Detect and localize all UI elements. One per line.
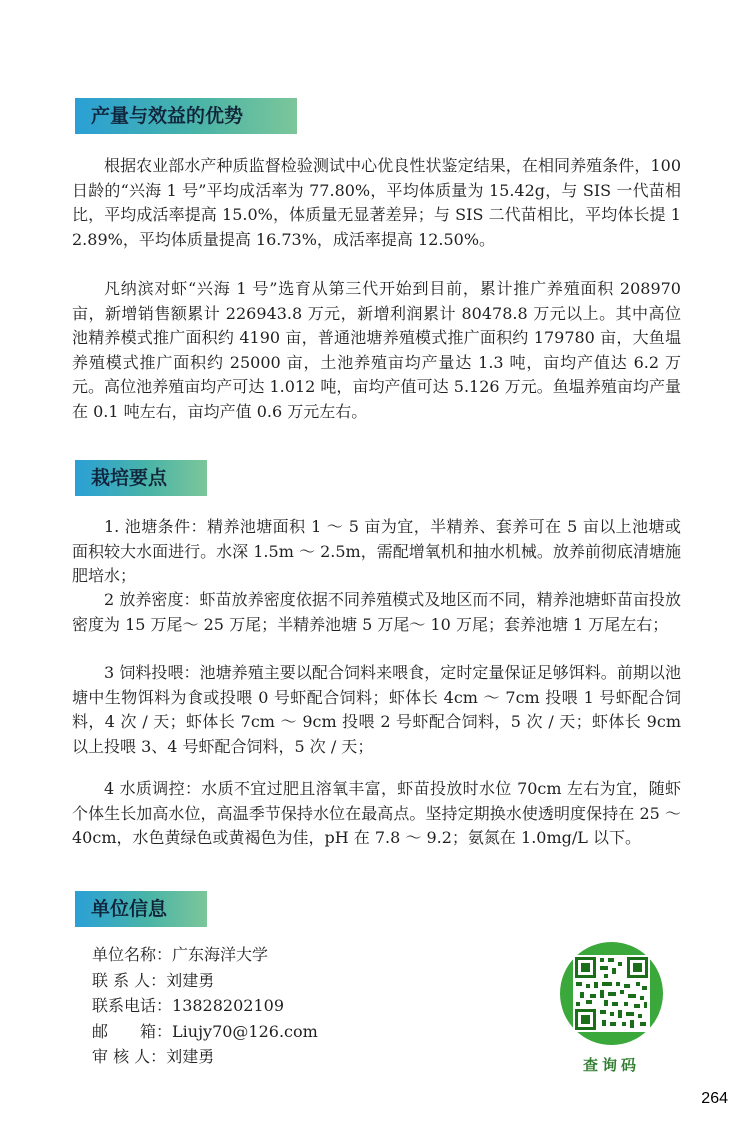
advantage-paragraph-2: 凡纳滨对虾“兴海 1 号”选育从第三代开始到目前，累计推广养殖面积 208970 亩，新增销售额累计 226943.8 万元，新增利润累计 80478.8 万元以上。其中高位池精养模式推广面积约 4190 亩，普通池塘养殖模式推广面积约 179780 亩，大鱼塭养殖模式推广面积约 25000 亩，土池养殖亩均产量达 1.3 吨，亩均产值达 6.2 万元。高位池养殖亩均产可达 1.012 吨，亩均产值可达 5.126 万元。鱼塭养殖亩均产量在 0.1 吨左右，亩均产值 0.6 万元左右。 (72, 279, 681, 421)
qr-code-svg (573, 955, 650, 1032)
advantage-paragraph-1: 根据农业部水产种质监督检验测试中心优良性状鉴定结果，在相同养殖条件，100 日龄的“兴海 1 号”平均成活率为 77.80%，平均体质量为 15.42g，与 SIS 一代苗相比，平均成活率提高 15.0%，体质量无显著差异；与 SIS 二代苗相比，平均体长提 12.89%，平均体质量提高 16.73%，成活率提高 12.50%。 (72, 156, 681, 249)
cultivation-item-2: 2 放养密度：虾苗放养密度依据不同养殖模式及地区而不同，精养池塘虾苗亩投放密度为 15 万尾～ 25 万尾；半精养池塘 5 万尾～ 10 万尾；套养池塘 1 万尾左右； (72, 590, 681, 634)
unit-info-list (92, 942, 522, 1070)
section-title-advantage: 产量与效益的优势 (75, 98, 297, 134)
info-label: 联系电话： (92, 996, 173, 1015)
info-row-email (92, 1019, 522, 1045)
info-row-unit-name (92, 942, 522, 968)
info-value: 刘建勇 (166, 1047, 215, 1066)
cultivation-item-4: 4 水质调控：水质不宜过肥且溶氧丰富，虾苗投放时水位 70cm 左右为宜，随虾个体生长加高水位，高温季节保持水位在最高点。坚持定期换水使透明度保持在 25 ～ 40cm，水色黄绿色或黄褐色为佳，pH 在 7.8 ～ 9.2；氨氮在 1.0mg/L 以下。 (72, 779, 681, 847)
qr-code-pattern (573, 955, 650, 1032)
info-row-contact (92, 968, 522, 994)
info-row-reviewer (92, 1044, 522, 1070)
info-value: 广东海洋大学 (172, 945, 269, 964)
info-value: 13828202109 (172, 996, 284, 1015)
qr-code[interactable] (560, 942, 663, 1045)
section-title-unit-info: 单位信息 (75, 891, 207, 927)
info-row-phone (92, 993, 522, 1019)
info-label: 邮 箱： (92, 1021, 173, 1041)
page-number: 264 (701, 1090, 728, 1107)
info-value: 刘建勇 (166, 970, 215, 990)
cultivation-item-3: 3 饲料投喂：池塘养殖主要以配合饲料来喂食，定时定量保证足够饵料。前期以池塘中生物饵料为食或投喂 0 号虾配合饲料；虾体长 4cm ～ 7cm 投喂 1 号虾配合饲料，4 次 / 天；虾体长 7cm ～ 9cm 投喂 2 号虾配合饲料，5 次 / 天；虾体长 9cm 以上投喂 3、4 号虾配合饲料，5 次 / 天； (72, 663, 681, 756)
section-title-cultivation: 栽培要点 (75, 460, 207, 496)
cultivation-item-1: 1. 池塘条件：精养池塘面积 1 ～ 5 亩为宜，半精养、套养可在 5 亩以上池塘或面积较大水面进行。水深 1.5m ～ 2.5m，需配增氧机和抽水机械。放养前彻底清塘施肥培水； (72, 517, 681, 585)
info-label: 审 核 人： (92, 1047, 167, 1066)
info-value[interactable]: Liujy70@126.com (172, 1021, 318, 1041)
info-label: 联 系 人： (92, 970, 167, 990)
info-label: 单位名称： (92, 945, 173, 964)
qr-caption: 查询码 (582, 1056, 640, 1074)
